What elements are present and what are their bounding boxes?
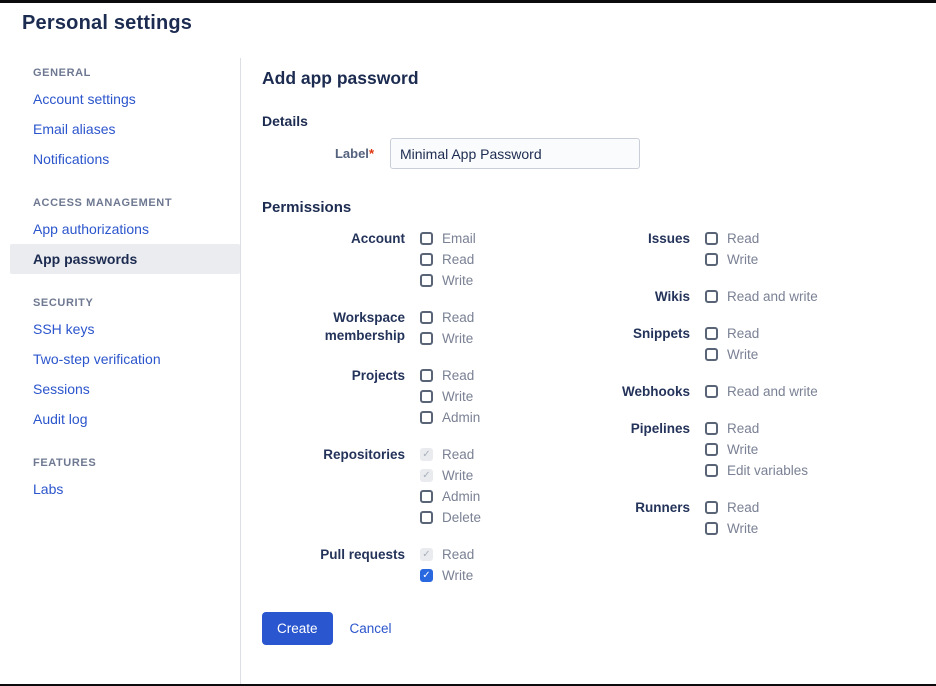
checkbox-label: Read	[727, 500, 760, 515]
checkbox-label: Admin	[442, 410, 481, 425]
checkbox-pipelines-write[interactable]	[705, 443, 718, 456]
checkbox-account-write[interactable]	[420, 274, 433, 287]
checkbox-option-workspace-membership-read[interactable]	[420, 307, 474, 328]
permission-group-label: Wikis	[654, 289, 690, 304]
permissions-columns	[262, 228, 922, 602]
checkbox-option-runners-write[interactable]	[705, 518, 759, 539]
checkbox-label: Read	[727, 231, 760, 246]
checkbox-label: Write	[442, 273, 474, 288]
permissions-column-left	[262, 228, 600, 602]
permission-group-snippets	[600, 323, 910, 365]
checkbox-label: Delete	[442, 510, 482, 525]
checkbox-wikis-read-and-write[interactable]	[705, 290, 718, 303]
checkbox-option-pull-requests-read	[420, 544, 474, 565]
permission-options	[705, 418, 808, 481]
checkbox-label: Write	[727, 521, 759, 536]
sidebar	[10, 62, 240, 522]
checkbox-runners-read[interactable]	[705, 501, 718, 514]
checkbox-option-repositories-admin[interactable]	[420, 486, 481, 507]
checkbox-label: Write	[442, 468, 474, 483]
checkbox-repositories-delete[interactable]	[420, 511, 433, 524]
details-section-heading: Details	[262, 113, 308, 129]
form-actions	[262, 612, 922, 645]
permission-group-label: Account	[351, 231, 405, 246]
permission-group-label: Issues	[647, 231, 690, 246]
permissions-section-heading: Permissions	[262, 199, 352, 216]
checkbox-workspace-membership-write[interactable]	[420, 332, 433, 345]
sidebar-item-account-settings[interactable]: Account settings	[33, 91, 136, 107]
checkbox-pipelines-edit-variables[interactable]	[705, 464, 718, 477]
checkbox-option-repositories-read	[420, 444, 481, 465]
checkbox-issues-write[interactable]	[705, 253, 718, 266]
checkbox-label: Write	[727, 442, 759, 457]
checkbox-repositories-read	[420, 448, 433, 461]
vertical-divider	[240, 58, 241, 684]
checkbox-label: Write	[442, 568, 474, 583]
checkbox-repositories-write	[420, 469, 433, 482]
permissions-column-right	[600, 228, 910, 602]
checkbox-option-account-read[interactable]	[420, 249, 476, 270]
checkbox-label: Read	[442, 310, 475, 325]
checkbox-label: Admin	[442, 489, 481, 504]
checkbox-account-read[interactable]	[420, 253, 433, 266]
checkbox-option-account-write[interactable]	[420, 270, 476, 291]
checkbox-webhooks-read-and-write[interactable]	[705, 385, 718, 398]
sidebar-section-access-management	[10, 192, 240, 274]
checkbox-snippets-read[interactable]	[705, 327, 718, 340]
checkbox-option-projects-admin[interactable]	[420, 407, 480, 428]
sidebar-item-email-aliases[interactable]: Email aliases	[33, 121, 116, 137]
permission-group-label: Webhooks	[621, 384, 690, 399]
sidebar-item-ssh-keys[interactable]: SSH keys	[33, 321, 95, 337]
checkbox-option-webhooks-read-and-write[interactable]	[705, 381, 818, 402]
sidebar-item-app-authorizations[interactable]: App authorizations	[33, 221, 149, 237]
checkbox-option-snippets-read[interactable]	[705, 323, 759, 344]
checkbox-option-pipelines-read[interactable]	[705, 418, 808, 439]
checkbox-label: Edit variables	[727, 463, 809, 478]
permission-group-label: Workspace membership	[324, 310, 405, 343]
checkbox-label: Write	[442, 389, 474, 404]
sidebar-item-notifications[interactable]: Notifications	[33, 151, 110, 167]
checkbox-option-workspace-membership-write[interactable]	[420, 328, 474, 349]
permission-group-account	[262, 228, 600, 291]
permission-options	[420, 307, 474, 349]
checkbox-option-projects-write[interactable]	[420, 386, 480, 407]
checkbox-label: Write	[727, 252, 759, 267]
checkbox-option-snippets-write[interactable]	[705, 344, 759, 365]
checkbox-label: Email	[442, 231, 476, 246]
checkbox-option-issues-read[interactable]	[705, 228, 759, 249]
checkbox-option-pipelines-write[interactable]	[705, 439, 808, 460]
permission-group-label: Pull requests	[320, 547, 405, 562]
permission-group-label: Projects	[351, 368, 405, 383]
label-field-row	[262, 138, 922, 169]
checkbox-label: Read and write	[727, 384, 818, 399]
checkbox-pipelines-read[interactable]	[705, 422, 718, 435]
permission-group-webhooks	[600, 381, 910, 402]
permission-group-repositories	[262, 444, 600, 528]
sidebar-section-heading: GENERAL	[33, 67, 91, 79]
sidebar-section-heading: ACCESS MANAGEMENT	[33, 197, 173, 209]
checkbox-option-pipelines-edit-variables[interactable]	[705, 460, 808, 481]
permission-options	[420, 544, 474, 586]
checkbox-issues-read[interactable]	[705, 232, 718, 245]
sidebar-item-labs[interactable]: Labs	[33, 481, 64, 497]
checkbox-repositories-admin[interactable]	[420, 490, 433, 503]
checkbox-label: Read	[442, 368, 475, 383]
sidebar-section-features	[10, 452, 240, 504]
sidebar-section-heading: FEATURES	[33, 457, 97, 469]
create-button[interactable]: Create	[262, 612, 333, 645]
permission-options	[420, 444, 481, 528]
checkbox-pull-requests-write[interactable]	[420, 569, 433, 582]
checkbox-option-runners-read[interactable]	[705, 497, 759, 518]
checkbox-label: Write	[727, 347, 759, 362]
permission-group-runners	[600, 497, 910, 539]
checkbox-label: Read	[442, 447, 475, 462]
checkbox-option-wikis-read-and-write[interactable]	[705, 286, 818, 307]
checkbox-snippets-write[interactable]	[705, 348, 718, 361]
permission-group-label: Repositories	[323, 447, 405, 462]
checkbox-label: Read	[727, 421, 760, 436]
checkbox-projects-read[interactable]	[420, 369, 433, 382]
checkbox-label: Write	[442, 331, 474, 346]
permission-group-workspace-membership	[262, 307, 600, 349]
window-top-edge	[0, 0, 936, 3]
sidebar-item-app-passwords[interactable]: App passwords	[10, 244, 240, 274]
checkbox-projects-admin[interactable]	[420, 411, 433, 424]
permission-group-pull-requests	[262, 544, 600, 586]
checkbox-option-issues-write[interactable]	[705, 249, 759, 270]
checkbox-option-projects-read[interactable]	[420, 365, 480, 386]
permission-options	[705, 497, 759, 539]
checkbox-pull-requests-read	[420, 548, 433, 561]
required-marker: *	[368, 146, 374, 161]
checkbox-option-repositories-delete[interactable]	[420, 507, 481, 528]
checkbox-label: Read and write	[727, 289, 818, 304]
permission-group-pipelines	[600, 418, 910, 481]
permission-group-label: Runners	[635, 500, 690, 515]
checkbox-workspace-membership-read[interactable]	[420, 311, 433, 324]
sidebar-item-audit-log[interactable]: Audit log	[33, 411, 88, 427]
label-input[interactable]	[390, 138, 640, 169]
permission-options	[705, 381, 818, 402]
permission-group-projects	[262, 365, 600, 428]
permission-options	[705, 286, 818, 307]
permission-options	[705, 323, 759, 365]
permission-options	[705, 228, 759, 270]
permission-options	[420, 365, 480, 428]
main-content	[262, 62, 922, 645]
sidebar-section-security	[10, 292, 240, 434]
permission-group-wikis	[600, 286, 910, 307]
sidebar-item-two-step-verification[interactable]: Two-step verification	[33, 351, 161, 367]
checkbox-account-email[interactable]	[420, 232, 433, 245]
permission-group-issues	[600, 228, 910, 270]
checkbox-option-repositories-write	[420, 465, 481, 486]
checkbox-option-pull-requests-write[interactable]	[420, 565, 474, 586]
checkbox-label: Read	[442, 252, 475, 267]
checkbox-label: Read	[727, 326, 760, 341]
cancel-link[interactable]: Cancel	[349, 621, 392, 636]
form-title: Add app password	[262, 68, 419, 88]
permission-options	[420, 228, 476, 291]
permission-group-label: Pipelines	[630, 421, 690, 436]
page-title: Personal settings	[22, 12, 193, 34]
sidebar-item-sessions[interactable]: Sessions	[33, 381, 90, 397]
label-field-text: Label	[334, 146, 369, 161]
permission-group-label: Snippets	[632, 326, 690, 341]
checkbox-runners-write[interactable]	[705, 522, 718, 535]
checkbox-projects-write[interactable]	[420, 390, 433, 403]
checkbox-option-account-email[interactable]	[420, 228, 476, 249]
sidebar-section-heading: SECURITY	[33, 297, 94, 309]
sidebar-section-general	[10, 62, 240, 174]
checkbox-label: Read	[442, 547, 475, 562]
label-field-caption	[262, 146, 390, 161]
